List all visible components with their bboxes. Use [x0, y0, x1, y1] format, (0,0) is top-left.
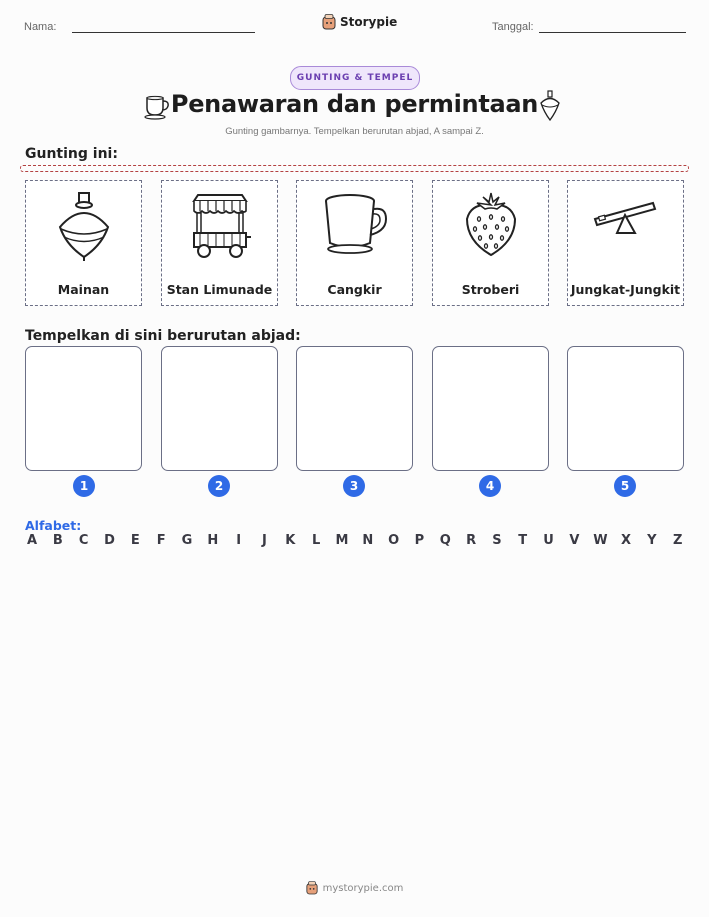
paste-heading: Tempelkan di sini berurutan abjad: [25, 328, 301, 344]
name-label: Nama: [24, 21, 57, 33]
alphabet-letter: Q [439, 533, 451, 548]
alphabet-letter: B [52, 533, 63, 548]
alphabet-letter: E [130, 533, 140, 548]
alphabet-letter: A [26, 533, 38, 548]
cut-card-label: Stan Limunade [166, 282, 273, 297]
alphabet-letter: G [181, 533, 193, 548]
alphabet-letter: H [207, 533, 219, 548]
alphabet-letter: M [335, 533, 349, 548]
name-line[interactable] [72, 32, 255, 33]
alphabet-letter: F [156, 533, 166, 548]
cut-card-stroberi[interactable] [432, 180, 549, 306]
alphabet-letter: D [104, 533, 115, 548]
date-line[interactable] [539, 32, 686, 33]
alphabet-letter: O [388, 533, 400, 548]
alphabet-letter: P [414, 533, 425, 548]
lemonade-stand-icon [188, 191, 252, 261]
spinning-top-small-icon [538, 90, 562, 122]
alphabet-letter: I [236, 533, 242, 548]
alphabet-letter: Y [647, 533, 657, 548]
slot-number-4: 4 [479, 475, 501, 497]
cup-icon [320, 191, 390, 257]
slot-number-3: 3 [343, 475, 365, 497]
storypie-mascot-icon [322, 14, 336, 30]
paste-slot-5[interactable] [567, 346, 684, 471]
footer-url[interactable]: mystorypie.com [322, 882, 404, 894]
alphabet-letter: N [362, 533, 374, 548]
paste-slot-1[interactable] [25, 346, 142, 471]
paste-slot-3[interactable] [296, 346, 413, 471]
cut-card-label: Jungkat-Jungkit [570, 282, 681, 297]
alphabet-letter: Z [672, 533, 683, 548]
paste-slot-2[interactable] [161, 346, 278, 471]
cut-card-cangkir[interactable] [296, 180, 413, 306]
alphabet-letter: J [262, 533, 267, 548]
storypie-mascot-icon [306, 881, 318, 895]
alphabet-letter: T [518, 533, 528, 548]
cut-heading: Gunting ini: [25, 146, 118, 162]
date-label: Tanggal: [492, 21, 534, 33]
alphabet-letter: U [543, 533, 554, 548]
alphabet-row [25, 533, 685, 548]
alphabet-letter: K [285, 533, 296, 548]
cut-card-label: Cangkir [327, 282, 382, 297]
cut-card-label: Mainan [57, 282, 110, 297]
paste-slot-4[interactable] [432, 346, 549, 471]
alphabet-letter: L [311, 533, 321, 548]
cut-card-mainan[interactable] [25, 180, 142, 306]
footer [0, 881, 709, 895]
activity-badge: GUNTING & TEMPEL [290, 66, 420, 90]
slot-number-5: 5 [614, 475, 636, 497]
strawberry-icon [463, 191, 519, 257]
alphabet-letter: S [492, 533, 502, 548]
alphabet-title: Alfabet: [25, 518, 82, 533]
alphabet-letter: X [621, 533, 632, 548]
seesaw-icon [591, 191, 661, 241]
page-title: Penawaran dan permintaan [170, 90, 539, 118]
alphabet-letter: W [593, 533, 608, 548]
cut-line [20, 165, 689, 172]
instructions: Gunting gambarnya. Tempelkan berurutan abjad, A sampai Z. [225, 126, 484, 137]
slot-number-1: 1 [73, 475, 95, 497]
alphabet-letter: V [569, 533, 580, 548]
cut-card-jungkat-jungkit[interactable] [567, 180, 684, 306]
alphabet-letter: R [466, 533, 477, 548]
spinning-top-icon [54, 191, 114, 261]
cut-card-label: Stroberi [461, 282, 520, 297]
brand-logo [322, 14, 397, 30]
brand-name: Storypie [340, 15, 398, 29]
alphabet-letter: C [78, 533, 89, 548]
cut-card-stan-limunade[interactable] [161, 180, 278, 306]
slot-number-2: 2 [208, 475, 230, 497]
